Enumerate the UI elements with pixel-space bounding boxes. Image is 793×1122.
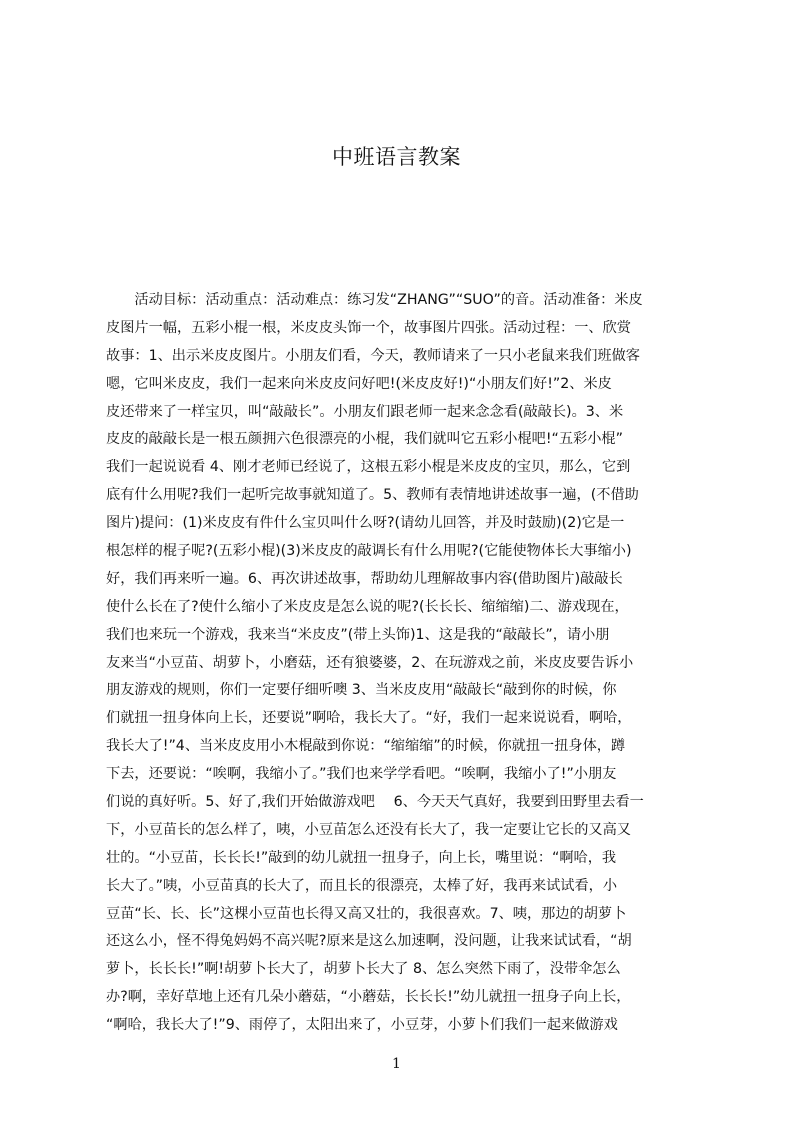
body-line: 们说的真好听。5、好了,我们开始做游戏吧 6、今天天气真好，我要到田野里去看一 [106, 794, 644, 811]
body-line: 我们也来玩一个游戏，我来当“米皮皮”(带上头饰)1、这是我的“敲敲长”，请小朋 [106, 626, 610, 643]
body-line: 底有什么用呢?我们一起听完故事就知道了。5、教师有表情地讲述故事一遍，(不借助 [106, 487, 639, 504]
body-line: 长大了。”咦，小豆苗真的长大了，而且长的很漂亮，太棒了好，我再来试试看，小 [106, 877, 618, 894]
body-line: 嗯，它叫米皮皮，我们一起来向米皮皮问好吧!(米皮皮好!)“小朋友们好!”2、米皮 [106, 375, 612, 392]
body-line: 们就扭一扭身体向上长，还要说”啊哈，我长大了。“好，我们一起来说说看，啊哈， [106, 710, 632, 727]
body-line: 还这么小，怪不得兔妈妈不高兴呢?原来是这么加速啊，没问题，让我来试试看，“胡 [106, 933, 632, 950]
body-line: 壮的。“小豆苗，长长长!”敲到的幼儿就扭一扭身子，向上长，嘴里说：“啊哈，我 [106, 849, 617, 866]
body-line: 好，我们再来听一遍。6、再次讲述故事，帮助幼儿理解故事内容(借助图片)敲敲长 [106, 570, 623, 587]
body-line: 活动目标：活动重点：活动难点：练习发“ZHANG”“SUO”的音。活动准备：米皮 [106, 292, 643, 308]
body-line: 萝卜，长长长!”啊!胡萝卜长大了，胡萝卜长大了 8、怎么突然下雨了，没带伞怎么 [106, 961, 621, 978]
body-line: 下，小豆苗长的怎么样了，咦，小豆苗怎么还没有长大了，我一定要让它长的又高又 [106, 821, 631, 838]
body-line: 下去，还要说：“唉啊，我缩小了。”我们也来学学看吧。“唉啊，我缩小了!”小朋友 [106, 766, 617, 783]
document-body [106, 287, 698, 1034]
page-number: 1 [392, 1056, 401, 1072]
body-line: “啊哈，我长大了!”9、雨停了，太阳出来了，小豆芽，小萝卜们我们一起来做游戏 [106, 1017, 618, 1034]
body-line: 朋友游戏的规则，你们一定要仔细听噢 3、当米皮皮用“敲敲长“敲到你的时候，你 [106, 682, 617, 699]
body-line: 友来当“小豆苗、胡萝卜，小磨菇，还有狼婆婆，2、在玩游戏之前，米皮皮要告诉小 [106, 654, 634, 671]
body-line: 故事：1、出示米皮皮图片。小朋友们看，今天，教师请来了一只小老鼠来我们班做客 [106, 347, 640, 364]
body-line: 我长大了!”4、当米皮皮用小木棍敲到你说：“缩缩缩”的时候，你就扭一扭身体，蹲 [106, 738, 626, 755]
body-line: 豆苗“长、长、长”这棵小豆苗也长得又高又壮的，我很喜欢。7、咦，那边的胡萝卜 [106, 905, 627, 922]
body-line: 皮图片一幅，五彩小棍一根，米皮皮头饰一个，故事图片四张。活动过程：一、欣赏 [106, 319, 631, 336]
body-line: 皮还带来了一样宝贝，叫“敲敲长”。小朋友们跟老师一起来念念看(敲敲长)。3、米 [106, 403, 624, 420]
document-title: 中班语言教案 [332, 145, 461, 169]
body-line: 根怎样的棍子呢?(五彩小棍)(3)米皮皮的敲调长有什么用呢?(它能使物体长大事缩小) [106, 543, 632, 560]
body-line: 皮皮的敲敲长是一根五颜拥六色很漂亮的小棍，我们就叫它五彩小棍吧!“五彩小棍” [106, 431, 623, 448]
body-line: 我们一起说说看 4、刚才老师已经说了，这根五彩小棍是米皮皮的宝贝，那么，它到 [106, 459, 631, 476]
body-line: 图片)提问：(1)米皮皮有件什么宝贝叫什么呀?(请幼儿回答，并及时鼓励)(2)它是一 [106, 515, 625, 532]
body-line: 办?啊，幸好草地上还有几朵小蘑菇，“小蘑菇，长长长!”幼儿就扭一扭身子向上长， [106, 989, 631, 1006]
body-line: 使什么长在了?使什么缩小了米皮皮是怎么说的呢?(长长长、缩缩缩)二、游戏现在， [106, 598, 629, 615]
